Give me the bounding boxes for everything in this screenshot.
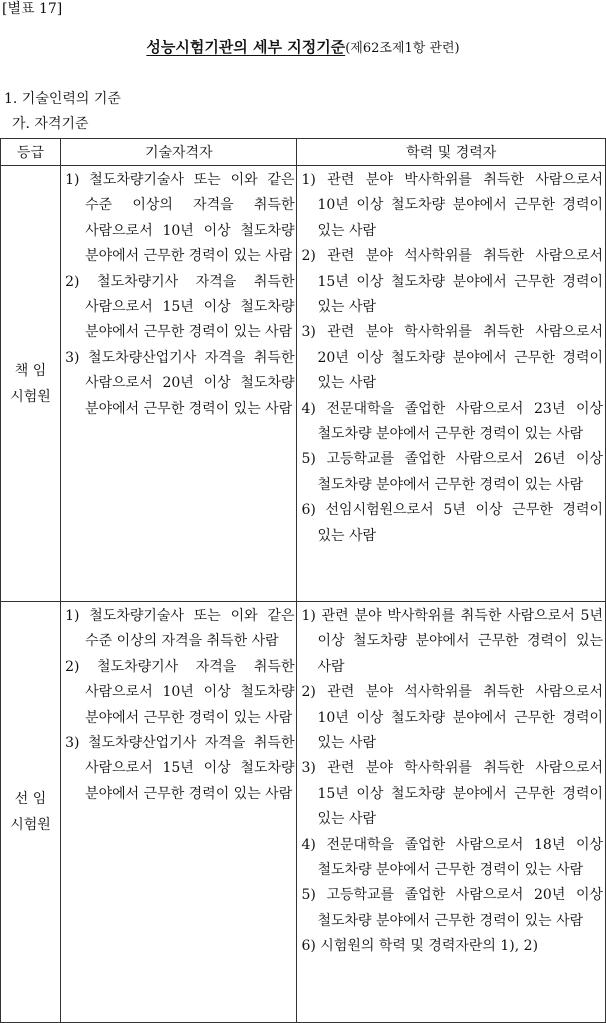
criteria-table [0,138,606,1023]
title-reference: (제62조제1항 관련) [345,41,460,56]
qualifications-cell [61,166,297,602]
list-item: 4) 전문대학을 졸업한 사람으로서 23년 이상 철도차량 분야에서 근무한 경력이 있는 사람 [301,400,603,443]
header-grade: 등급 [1,139,61,166]
list-item: 2) 철도차량기사 자격을 취득한 사람으로서 10년 이상 철도차량 분야에서 근무한 경력이 있는 사람 [65,658,295,726]
list-item: 1) 철도차량기술사 또는 이와 같은 수준 이상의 자격을 취득한 사람 [65,608,295,650]
list-item: 2) 관련 분야 석사학위를 취득한 사람으로서 15년 이상 철도차량 분야에서 근무한 경력이 있는 사람 [301,248,603,316]
qualifications-list [61,602,296,807]
grade-label: 선 임 [14,791,47,807]
section-heading-2: 가. 자격기준 [12,116,89,132]
list-item: 5) 고등학교를 졸업한 사람으로서 20년 이상 철도차량 분야에서 근무한 경력이 있는 사람 [301,887,603,929]
education-list [297,602,605,960]
table-row [1,166,606,602]
header-education-experience: 학력 및 경력자 [297,139,606,166]
education-cell [297,602,606,1023]
grade-cell [1,602,61,1023]
grade-label: 책 임 [14,362,47,379]
qualifications-cell [61,602,297,1023]
list-item: 3) 관련 분야 학사학위를 취득한 사람으로서 20년 이상 철도차량 분야에서 근무한 경력이 있는 사람 [301,324,603,392]
title-main: 성능시험기관의 세부 지정기준 [146,38,346,56]
list-item: 2) 철도차량기사 자격을 취득한 사람으로서 15년 이상 철도차량 분야에서 근무한 경력이 있는 사람 [65,273,295,341]
list-item: 6) 시험원의 학력 및 경력자란의 1), 2) [301,938,539,955]
list-item: 6) 선임시험원으로서 5년 이상 근무한 경력이 있는 사람 [301,502,603,544]
list-item: 3) 철도차량산업기사 자격을 취득한 사람으로서 20년 이상 철도차량 분야에서 근무한 경력이 있는 사람 [65,349,295,417]
education-cell [297,166,606,602]
grade-cell [1,166,61,602]
education-list [297,166,605,549]
list-item: 1) 관련 분야 박사학위를 취득한 사람으로서 5년 이상 철도차량 분야에서 근무한 경력이 있는 사람 [301,608,603,675]
list-item: 4) 전문대학을 졸업한 사람으로서 18년 이상 철도차량 분야에서 근무한 경력이 있는 사람 [301,836,603,879]
table-row [1,602,606,1023]
section-heading-1: 1. 기술인력의 기준 [4,91,121,107]
list-item: 1) 관련 분야 박사학위를 취득한 사람으로서 10년 이상 철도차량 분야에서 근무한 경력이 있는 사람 [301,172,603,239]
list-item: 3) 관련 분야 학사학위를 취득한 사람으로서 15년 이상 철도차량 분야에서 근무한 경력이 있는 사람 [301,760,603,828]
grade-label: 시험원 [10,388,51,405]
list-item: 1) 철도차량기술사 또는 이와 같은 수준 이상의 자격을 취득한 사람으로서 10년 이상 철도차량 분야에서 근무한 경력이 있는 사람 [65,172,295,265]
qualifications-list [61,166,296,422]
header-qualifications: 기술자격자 [61,139,297,166]
list-item: 5) 고등학교를 졸업한 사람으로서 26년 이상 철도차량 분야에서 근무한 경력이 있는 사람 [301,451,603,493]
grade-label: 시험원 [10,817,51,833]
list-item: 3) 철도차량산업기사 자격을 취득한 사람으로서 15년 이상 철도차량 분야에서 근무한 경력이 있는 사람 [65,735,295,802]
annex-label: [별표 17] [2,1,63,17]
table-header-row [1,139,606,166]
list-item: 2) 관련 분야 석사학위를 취득한 사람으로서 10년 이상 철도차량 분야에서 근무한 경력이 있는 사람 [301,684,603,752]
document-title [0,36,606,60]
